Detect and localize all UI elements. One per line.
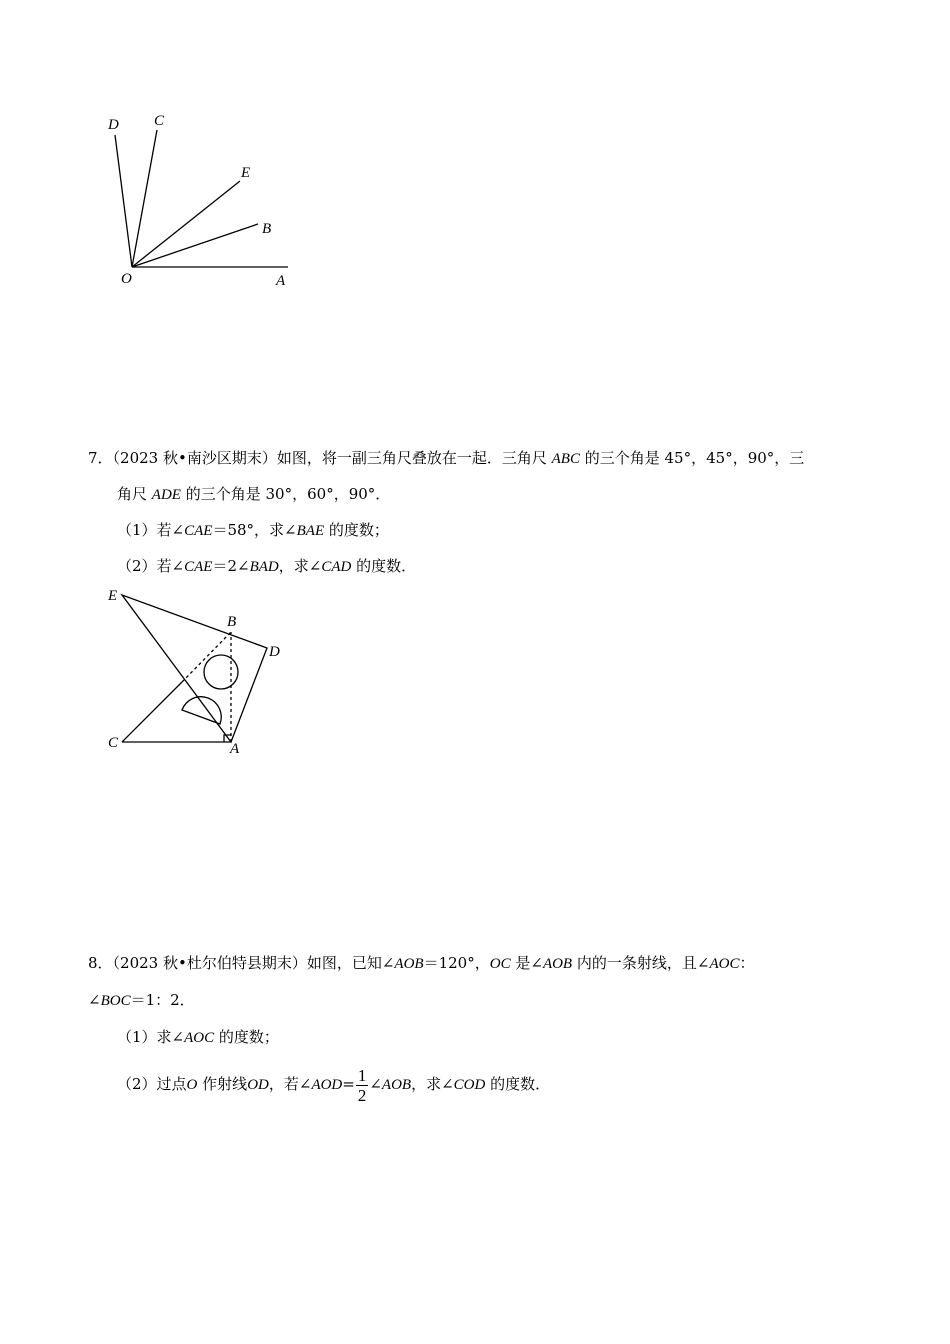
label-c: C [154, 113, 165, 129]
label-a: A [276, 273, 286, 289]
label-a2: A [230, 741, 240, 757]
figure-triangles-diagram [100, 585, 300, 760]
q8-line-2: ∠BOC＝1：2． [88, 991, 195, 1009]
label-b2: B [227, 614, 237, 630]
q8-part-2: （2）过点O 作射线OD，若∠AOD= $\frac{1}{2}$ ∠AOB，求∠COD 的度数． [117, 1065, 551, 1105]
ray-oc [132, 130, 157, 267]
q7-line-2: 角尺 ADE 的三个角是 30°，60°，90°． [117, 485, 391, 503]
q7-part-1: （1）若∠CAE＝58°，求∠BAE 的度数； [117, 521, 389, 539]
label-e: E [241, 165, 251, 181]
label-b: B [262, 221, 272, 237]
q7-line-1: 7．（2023 秋•南沙区期末）如图，将一副三角尺叠放在一起．三角尺 ABC 的三个角是 45°，45°，90°，三 [88, 449, 805, 467]
side-cb-hidden [182, 632, 231, 682]
figure-rays-diagram [100, 105, 300, 295]
label-e2: E [108, 588, 118, 604]
fraction-one-half: $\frac{1}{2}$ [357, 1065, 367, 1105]
circle-hole [204, 655, 238, 689]
q7-part-2: （2）若∠CAE＝2∠BAD，求∠CAD 的度数． [117, 557, 417, 575]
ray-od [115, 135, 132, 267]
label-d2: D [269, 644, 280, 660]
q8-line-1: 8．（2023 秋•杜尔伯特县期末）如图，已知∠AOB＝120°，OC 是∠AOB 内的一条射线，且∠AOC： [88, 954, 755, 972]
q8-part-1: （1）求∠AOC 的度数； [117, 1028, 279, 1046]
ray-ob [132, 224, 258, 267]
label-d: D [108, 117, 119, 133]
label-c2: C [108, 735, 119, 751]
ray-oe [132, 181, 240, 267]
label-o: O [121, 271, 132, 287]
side-cb-solid [122, 682, 182, 742]
